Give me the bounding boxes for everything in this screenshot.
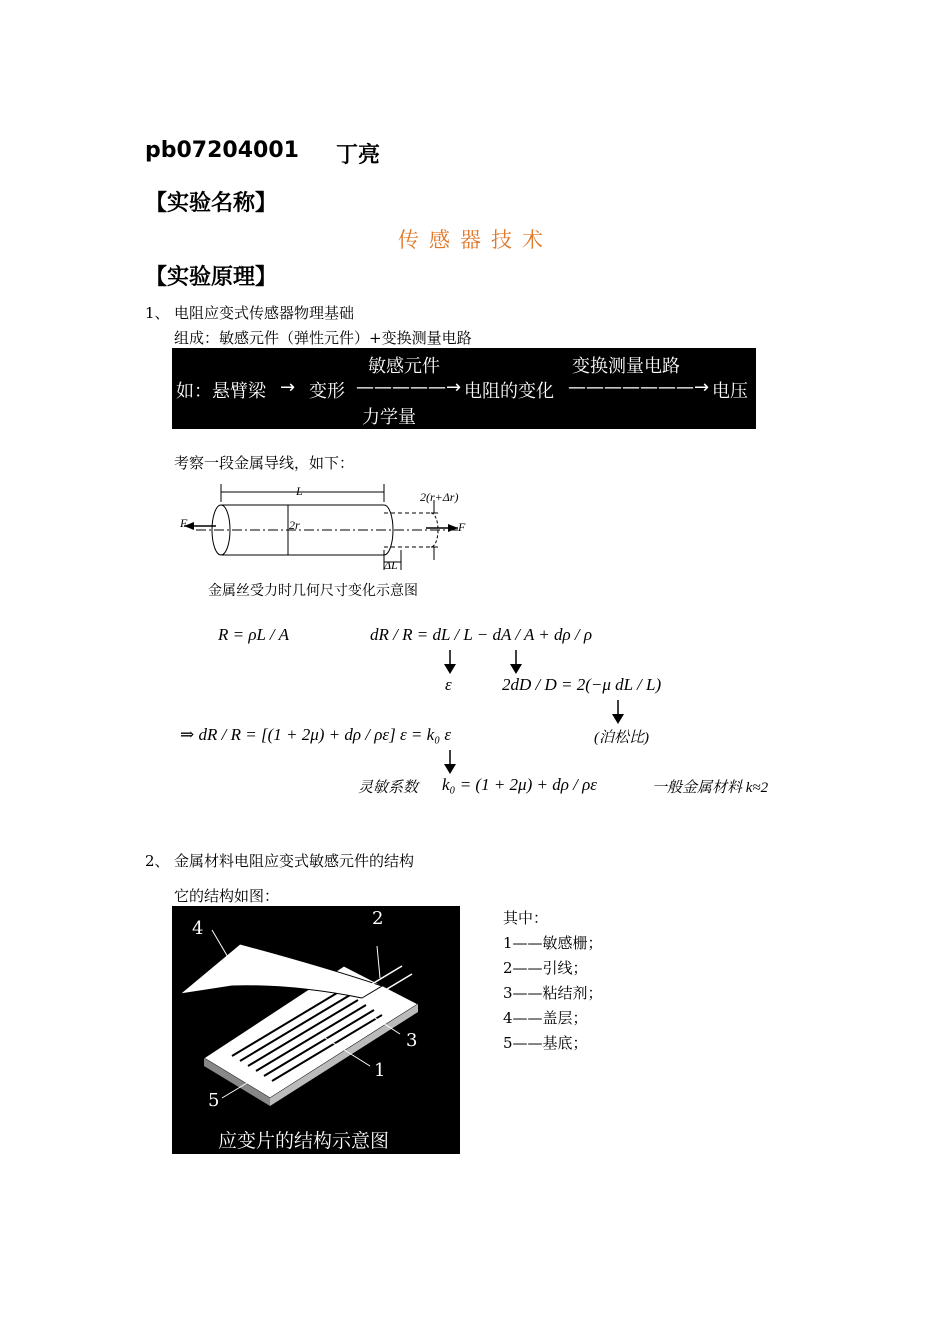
formula-arrows-row1 — [440, 648, 540, 678]
legend-item: 2——引线； — [503, 959, 588, 977]
flow-prefix: 如：悬臂梁 — [176, 381, 266, 402]
wire-label-F-left: F — [180, 516, 188, 530]
legend-item: 1——敏感栅； — [503, 934, 603, 952]
formula-resistance: R = ρL / A — [218, 625, 289, 644]
legend-item: 4——盖层； — [503, 1009, 588, 1027]
formula-sensitivity-label: 灵敏系数 — [358, 780, 419, 796]
strain-gauge-number-2: 2 — [372, 908, 384, 929]
strain-gauge-number-1: 1 — [374, 1060, 386, 1081]
strain-gauge-figure — [172, 906, 460, 1154]
student-id: pb07204001 — [145, 138, 299, 163]
wire-label-dL: ΔL — [384, 558, 398, 572]
item1-composition: 组成：敏感元件（弹性元件）+变换测量电路 — [174, 329, 472, 347]
section-heading-principle: 【实验原理】 — [145, 265, 278, 290]
flow-deform: 变形 — [309, 381, 345, 402]
formula-epsilon: ε — [445, 675, 452, 694]
item1-number: 1、 — [145, 304, 170, 322]
wire-figure-caption: 金属丝受力时几何尺寸变化示意图 — [208, 583, 418, 599]
flow-dash-arrow-1: —————→ — [356, 377, 462, 398]
wire-figure — [176, 478, 476, 603]
formula-gauge-factor-derivation: ⇒ dR / R = [(1 + 2μ) + dρ / ρε] ε = k₀ ε — [180, 725, 452, 744]
flow-label-mechanics: 力学量 — [362, 407, 416, 428]
formula-arrow-k0 — [440, 748, 464, 778]
wire-label-2r-dr: 2(r+Δr) — [420, 490, 459, 504]
item2-number: 2、 — [145, 852, 170, 870]
item2-intro: 它的结构如图： — [174, 887, 280, 905]
flow-label-circuit: 变换测量电路 — [572, 356, 680, 377]
item1-title: 电阻应变式传感器物理基础 — [174, 304, 355, 322]
experiment-title: 传感器技术 — [398, 228, 553, 252]
legend-item: 3——粘结剂； — [503, 984, 603, 1002]
strain-gauge-drawing — [172, 906, 460, 1116]
legend-title: 其中： — [503, 909, 549, 927]
formula-dr-r: dR / R = dL / L − dA / A + dρ / ρ — [370, 625, 593, 644]
formula-general-metal: 一般金属材料 k≈2 — [652, 780, 769, 796]
section-heading-name: 【实验名称】 — [145, 191, 278, 216]
flow-arrow-icon: → — [280, 377, 296, 398]
flow-diagram — [172, 348, 756, 429]
item1-observe: 考察一段金属导线，如下： — [174, 454, 355, 472]
wire-label-L: L — [296, 484, 303, 498]
student-name: 丁亮 — [336, 143, 381, 168]
flow-voltage: 电压 — [712, 381, 748, 402]
formula-k0: k₀ = (1 + 2μ) + dρ / ρε — [442, 775, 597, 794]
formula-dd: 2dD / D = 2(−μ dL / L) — [502, 675, 662, 694]
wire-label-2r: 2r — [289, 518, 300, 532]
strain-gauge-number-4: 4 — [192, 918, 204, 939]
formula-arrow-poisson — [608, 698, 632, 728]
legend-item: 5——基底； — [503, 1034, 588, 1052]
strain-gauge-legend — [503, 906, 603, 1056]
strain-gauge-caption: 应变片的结构示意图 — [218, 1130, 390, 1152]
wire-label-F-right: F — [458, 520, 466, 534]
flow-dash-arrow-2: ———————→ — [568, 377, 710, 398]
item2-title: 金属材料电阻应变式敏感元件的结构 — [174, 852, 415, 870]
flow-label-sensitive: 敏感元件 — [368, 356, 440, 377]
strain-gauge-number-3: 3 — [406, 1030, 418, 1051]
strain-gauge-number-5: 5 — [208, 1090, 220, 1111]
formula-poisson-label: (泊松比) — [594, 730, 649, 746]
flow-resistance: 电阻的变化 — [464, 381, 554, 402]
